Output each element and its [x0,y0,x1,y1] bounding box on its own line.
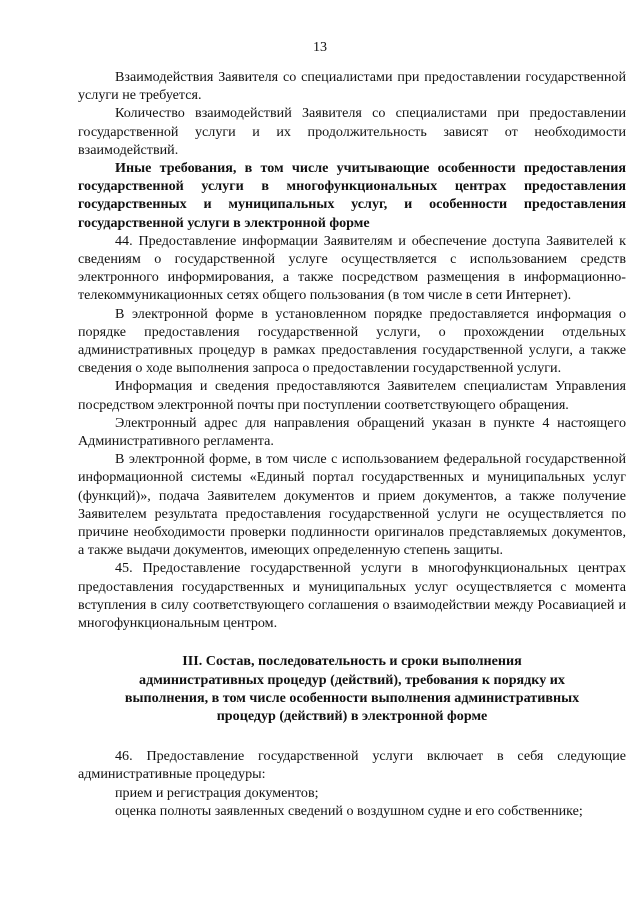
section-heading-line: выполнения, в том числе особенности выполнения административных [124,689,580,706]
subsection-heading: Иные требования, в том числе учитывающие особенности предоставления государственной услуги в многофункциональных центрах предоставления государственных и муниципальных услуг, и особенности предоставления государственной услуги в электронной форме [78,160,626,231]
paragraph: Информация и сведения предоставляются Заявителем специалистам Управления посредством электронной почты при поступлении соответствующего обращения. [78,378,626,413]
section-heading-line: процедур (действий) в электронной форме [216,707,488,724]
section-heading-line: III. Состав, последовательность и сроки выполнения [182,653,522,670]
paragraph: Взаимодействия Заявителя со специалистами при предоставлении государственной услуги не требуется. [78,69,626,104]
list-item: прием и регистрация документов; [115,784,319,801]
section-heading-line: административных процедур (действий), требования к порядку их [139,671,565,688]
page-number: 13 [312,39,328,55]
paragraph-44: 44. Предоставление информации Заявителям и обеспечение доступа Заявителей к сведениям о государственной услуге осуществляется с использованием средств электронного информирования, а также посредством размещения в информационно-телекоммуникационных сетях общего пользования (в том числе в сети Интернет). [78,232,626,304]
list-item: оценка полноты заявленных сведений о воздушном судне и его собственнике; [115,802,583,819]
paragraph-45: 45. Предоставление государственной услуги в многофункциональных центрах предоставления государственных и муниципальных услуг осуществляется с момента вступления в силу соответствующего соглашения о взаимодействии между Росавиацией и многофункциональным центром. [78,560,626,632]
paragraph: Количество взаимодействий Заявителя со специалистами при предоставлении государственной услуги и их продолжительность зависят от необходимости взаимодействий. [78,105,626,158]
paragraph: Электронный адрес для направления обращений указан в пункте 4 настоящего Административного регламента. [78,414,626,450]
page-body [78,68,626,820]
section-heading [78,652,626,725]
paragraph-46: 46. Предоставление государственной услуги включает в себя следующие административные процедуры: [78,748,626,783]
paragraph: В электронной форме в установленном порядке предоставляется информация о порядке предоставления государственной услуги, о прохождении отдельных административных процедур в рамках предоставления государственной услуги, а также сведения о ходе выполнения запроса о предоставлении государственной услуги. [78,305,626,377]
paragraph: В электронной форме, в том числе с использованием федеральной государственной информационной системы «Единый портал государственных и муниципальных услуг (функций)», подача Заявителем документов и прием документов, а также получение Заявителем результата предоставления государственной услуги не осуществляется по причине необходимости проверки подлинности оригиналов представляемых документов, а также выдачи документов, имеющих определенную степень защиты. [78,451,626,559]
